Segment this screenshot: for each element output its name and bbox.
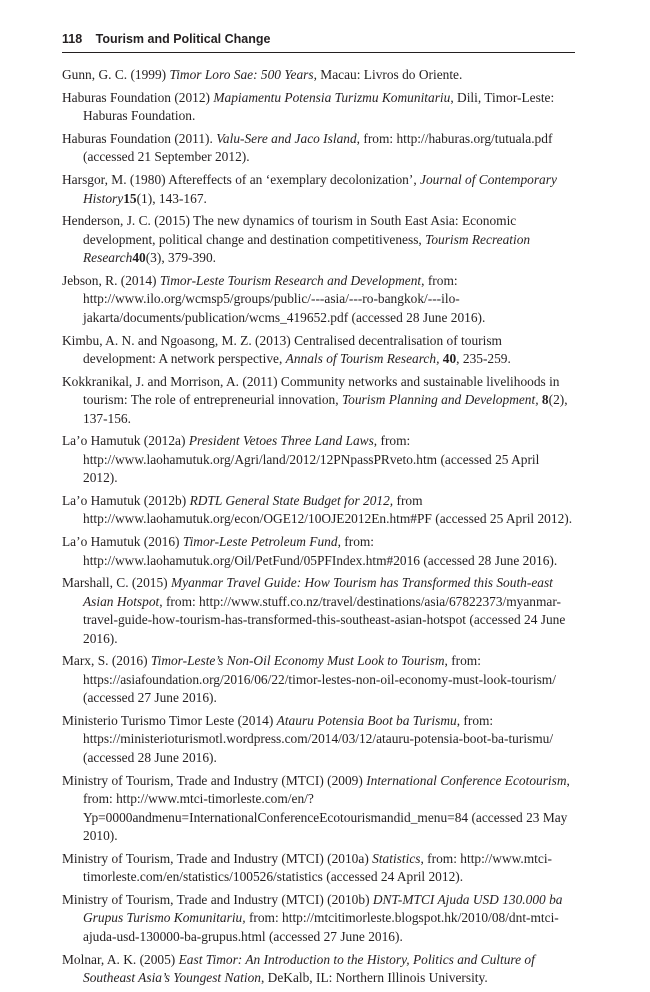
running-header <box>62 32 577 46</box>
reference-authors-year: Harsgor, M. (1980) Aftereffects of an ‘exemplary decolonization’, <box>62 172 421 188</box>
reference-details: , from: http://www.stuff.co.nz/travel/destinations/asia/67822373/myanmar-travel-guide-how-tourism-has-transformed-this-southeast-asian-hotspot (accessed 24 June 2016). <box>83 593 566 646</box>
reference-entry <box>62 212 575 267</box>
reference-entry <box>62 272 575 327</box>
reference-title: Atauru Potensia Boot ba Turismu <box>276 713 457 729</box>
reference-details: , from: https://asiafoundation.org/2016/06/22/timor-lestes-non-oil-economy-must-look-tourism/ (accessed 27 June 2016). <box>83 653 556 706</box>
reference-entry <box>62 712 575 767</box>
reference-entry <box>62 66 575 84</box>
reference-entry <box>62 432 575 487</box>
reference-entry <box>62 130 575 167</box>
reference-details: , from: http://www.ilo.org/wcmsp5/groups/public/---asia/---ro-bangkok/---ilo-jakarta/documents/publication/wcms_419652.pdf (accessed 28 June 2016). <box>83 273 486 325</box>
reference-entry <box>62 332 575 369</box>
reference-entry <box>62 891 575 946</box>
reference-authors-year: Ministry of Tourism, Trade and Industry (MTCI) (2009) <box>62 772 367 788</box>
reference-title: President Vetoes Three Land Laws <box>188 433 374 449</box>
reference-list <box>62 66 575 992</box>
running-title: Tourism and Political Change <box>95 32 271 46</box>
reference-title: East Timor: An Introduction to the History, Politics and Culture of Southeast Asia’s Youngest Nation <box>83 951 535 985</box>
reference-entry <box>62 652 575 707</box>
reference-authors-year: La’o Hamutuk (2016) <box>62 534 183 550</box>
reference-entry <box>62 533 575 570</box>
reference-title: Tourism Recreation Research <box>83 231 531 266</box>
reference-authors-year: Marx, S. (2016) <box>62 653 151 669</box>
reference-authors-year: Ministry of Tourism, Trade and Industry (MTCI) (2010a) <box>62 850 373 866</box>
reference-title: Timor-Leste’s Non-Oil Economy Must Look to Tourism <box>150 653 445 669</box>
reference-authors-year: Molnar, A. K. (2005) <box>62 951 179 967</box>
reference-entry <box>62 850 575 887</box>
reference-volume: 40 <box>132 250 146 266</box>
reference-title: Timor-Leste Petroleum Fund <box>182 534 338 550</box>
reference-details: from: http://mtcitimorleste.blogspot.hk/2010/08/dnt-mtci-ajuda-usd-130000-ba-grupus.html (accessed 27 June 2016). <box>83 910 559 944</box>
reference-details: , from: https://ministerioturismotl.wordpress.com/2014/03/12/atauru-potensia-boot-ba-turismu/ (accessed 28 June 2016). <box>83 713 554 765</box>
reference-details: , 235-259. <box>456 351 511 367</box>
reference-volume: 40 <box>439 351 457 367</box>
reference-title: Timor-Leste Tourism Research and Development <box>159 273 422 289</box>
reference-entry <box>62 772 575 846</box>
reference-title: International Conference Ecotourism <box>366 772 567 788</box>
page-number: 118 <box>62 32 83 46</box>
reference-details: , from: http://www.laohamutuk.org/Oil/PetFund/05PFIndex.htm#2016 (accessed 28 June 2016). <box>83 534 558 568</box>
reference-volume: 8 <box>538 392 549 408</box>
reference-title: Timor Loro Sae: 500 Years <box>169 67 314 82</box>
reference-details: (1), 143-167. <box>136 190 207 206</box>
reference-details: from http://www.laohamutuk.org/econ/OGE12/10OJE2012En.htm#PF (accessed 25 April 2012). <box>83 493 573 527</box>
reference-details: , from: http://www.laohamutuk.org/Agri/land/2012/12PNpassPRveto.htm (accessed 25 April 2012). <box>83 433 540 486</box>
reference-volume: 15 <box>123 190 137 206</box>
reference-details: , from: http://www.mtci-timorleste.com/en/?Yp=0000andmenu=InternationalConferenceEcotourismandid_menu=84 (accessed 23 May 2010). <box>83 772 570 843</box>
header-rule <box>62 52 575 53</box>
reference-details: (3), 379-390. <box>145 250 217 266</box>
reference-details: , DeKalb, IL: Northern Illinois University. <box>260 969 488 985</box>
reference-authors-year: Haburas Foundation (2012) <box>62 89 214 105</box>
reference-authors-year: La’o Hamutuk (2012b) <box>62 493 190 509</box>
reference-authors-year: Henderson, J. C. (2015) The new dynamics of tourism in South East Asia: Economic development, political change and destination competitiveness, <box>62 213 517 247</box>
reference-authors-year: Jebson, R. (2014) <box>62 273 160 289</box>
reference-title: Myanmar Travel Guide: How Tourism has Transformed this South-east Asian Hotspot <box>83 575 553 609</box>
reference-entry <box>62 951 575 988</box>
reference-entry <box>62 574 575 648</box>
reference-title: Journal of Contemporary History <box>83 172 557 206</box>
reference-authors-year: Marshall, C. (2015) <box>62 575 171 591</box>
reference-details: , Macau: Livros do Oriente. <box>313 67 463 82</box>
reference-entry <box>62 492 575 529</box>
reference-authors-year: Ministry of Tourism, Trade and Industry (MTCI) (2010b) <box>62 891 373 907</box>
reference-entry <box>62 89 575 126</box>
reference-authors-year: Ministerio Turismo Timor Leste (2014) <box>62 713 277 729</box>
reference-title: Mapiamentu Potensia Turizmu Komunitariu <box>213 89 451 105</box>
reference-title: Tourism Planning and Development, <box>341 392 539 408</box>
reference-authors-year: Kokkranikal, J. and Morrison, A. (2011) Community networks and sustainable livelihoods in tourism: The role of entrepreneurial innovation, <box>62 373 560 408</box>
reference-title: RDTL General State Budget for 2012, <box>189 493 394 509</box>
reference-title: Annals of Tourism Research, <box>285 351 440 367</box>
reference-entry <box>62 373 575 428</box>
reference-title: Statistics <box>372 850 421 866</box>
reference-details: (2), 137-156. <box>83 392 568 426</box>
reference-authors-year: Haburas Foundation (2011). <box>62 131 217 146</box>
reference-title: DNT-MTCI Ajuda USD 130.000 ba Grupus Turismo Komunitariu, <box>83 891 563 926</box>
reference-authors-year: La’o Hamutuk (2012a) <box>62 433 189 449</box>
reference-details: , Dili, Timor-Leste: Haburas Foundation. <box>83 89 555 124</box>
reference-authors-year: Kimbu, A. N. and Ngoasong, M. Z. (2013) Centralised decentralisation of tourism development: A network perspective, <box>62 332 502 367</box>
reference-details: , from: http://haburas.org/tutuala.pdf (accessed 21 September 2012). <box>83 131 553 165</box>
reference-title: Valu-Sere and Jaco Island <box>216 131 357 146</box>
reference-authors-year: Gunn, G. C. (1999) <box>62 67 170 82</box>
reference-details: , from: http://www.mtci-timorleste.com/en/statistics/100526/statistics (accessed 24 April 2012). <box>83 850 553 885</box>
reference-entry <box>62 171 575 208</box>
